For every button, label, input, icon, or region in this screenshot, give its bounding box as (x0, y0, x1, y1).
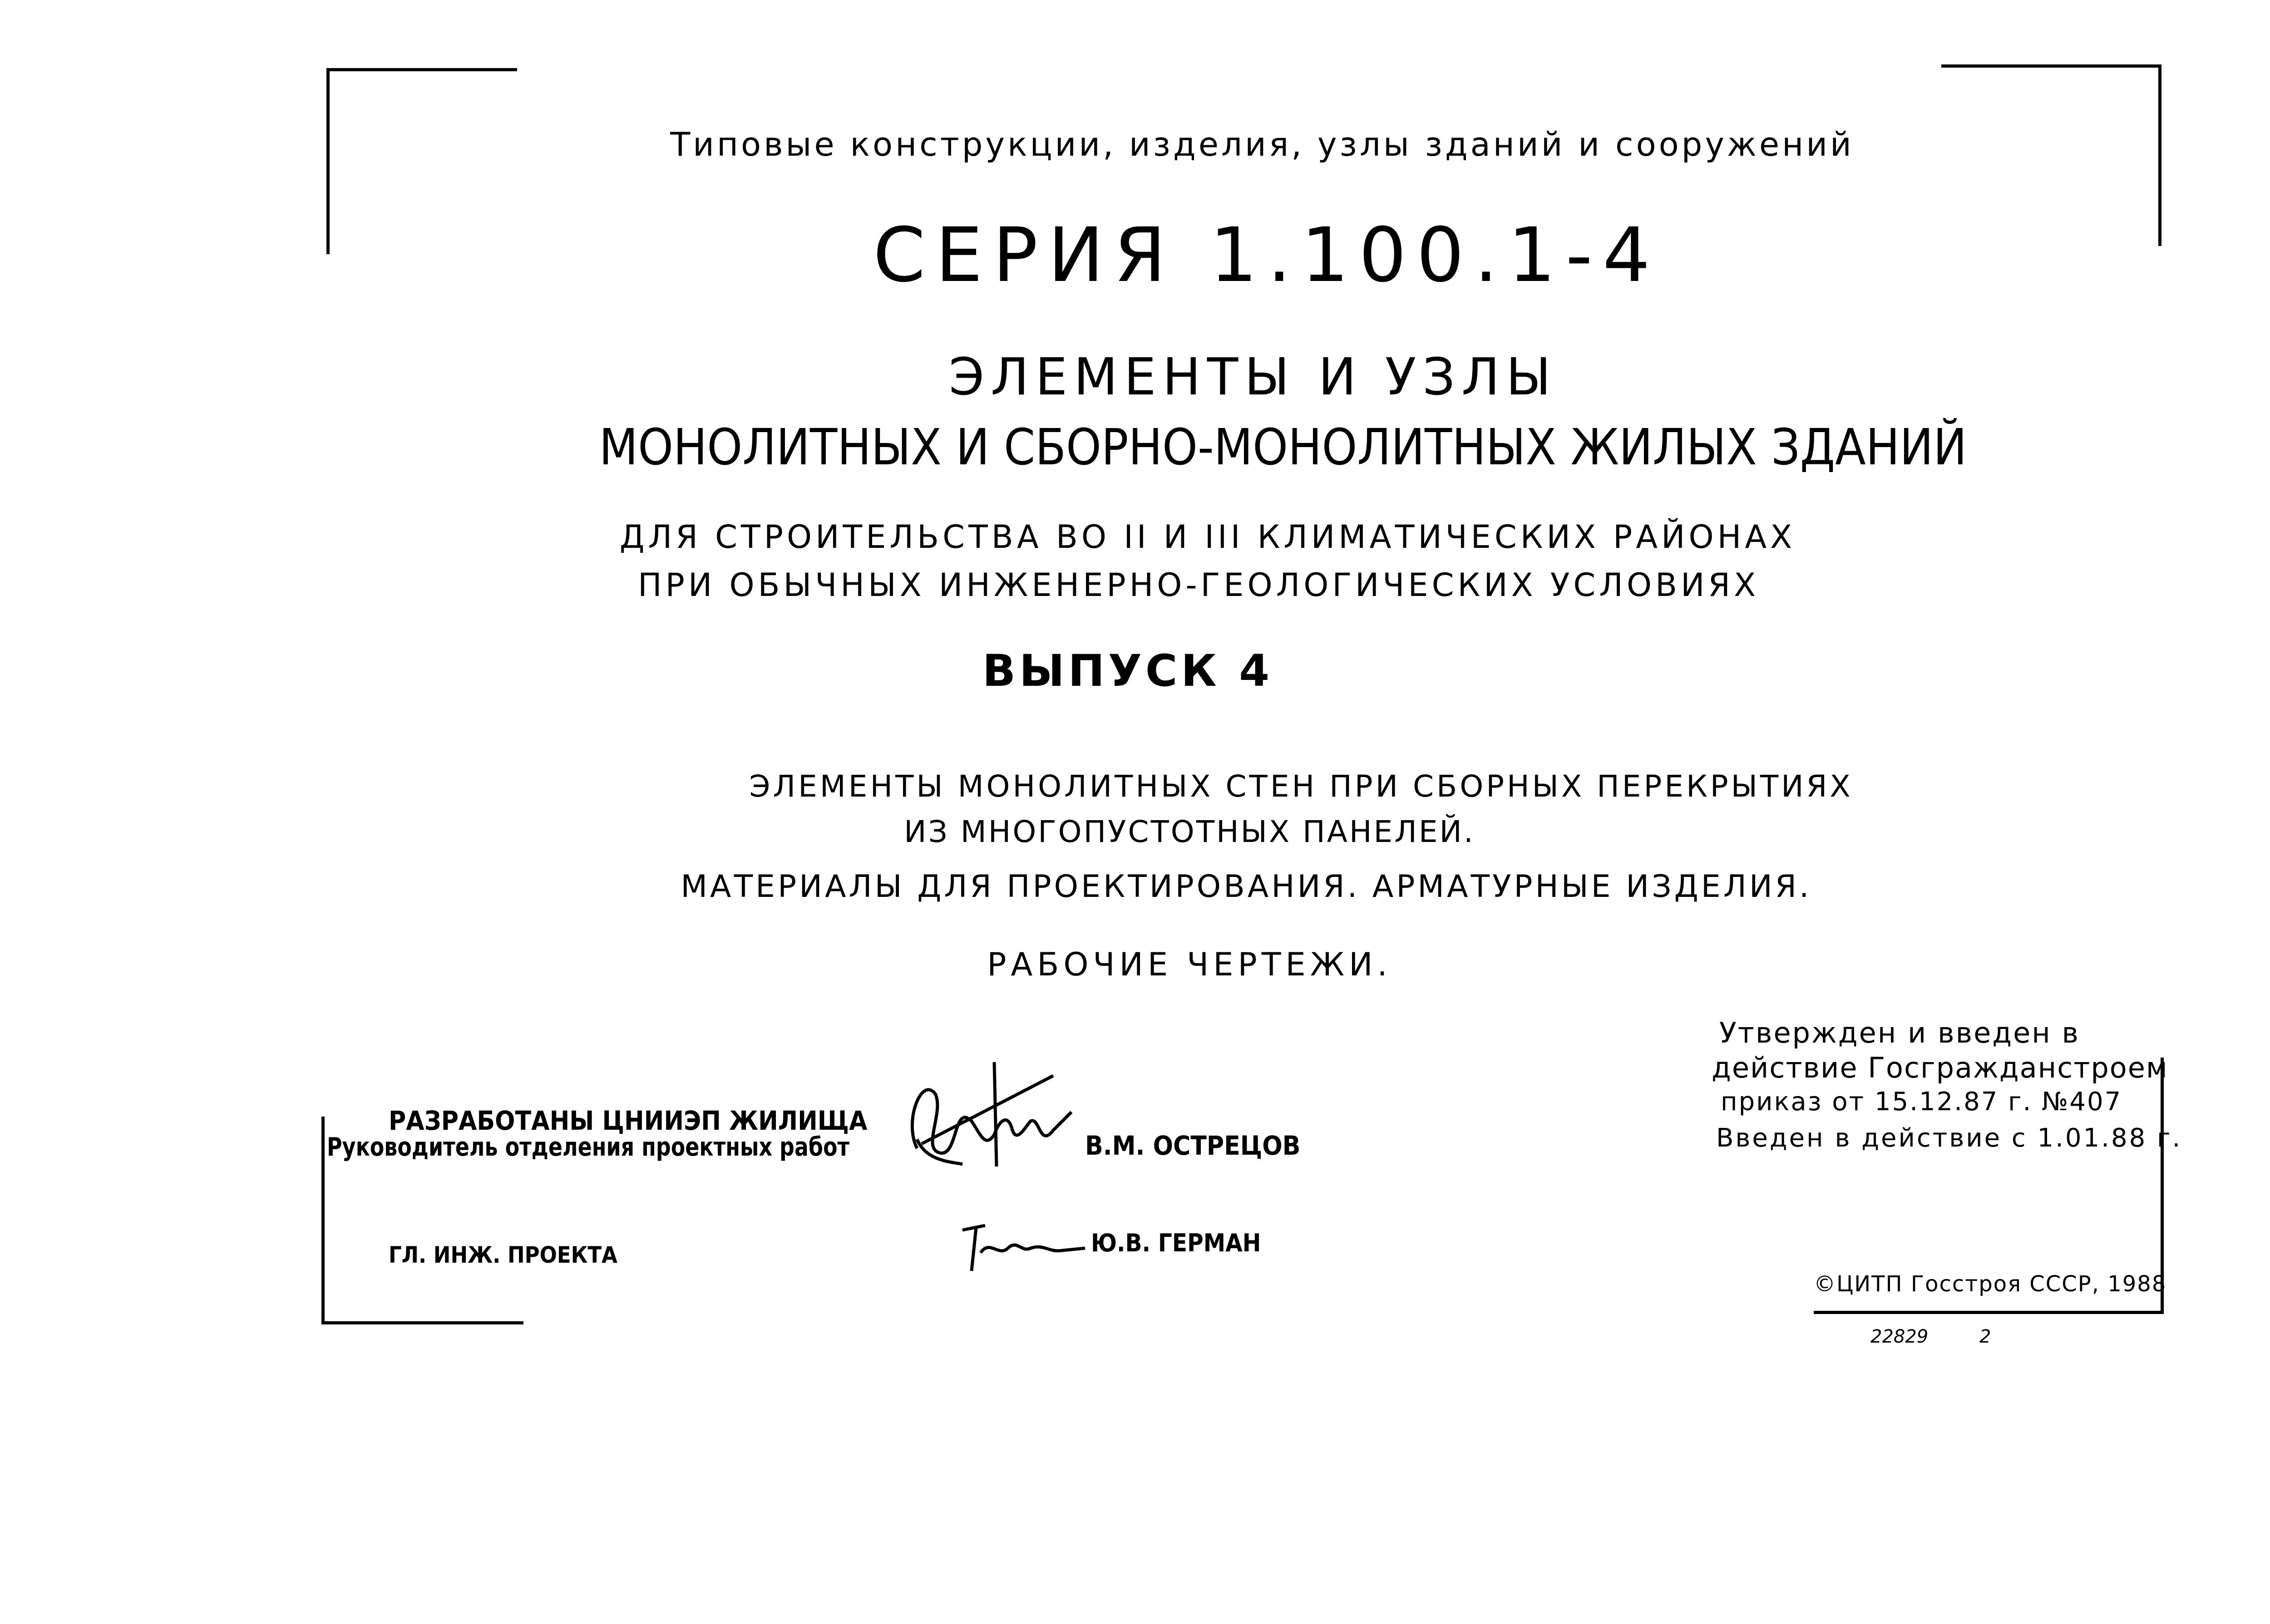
frame-top-left-h (326, 68, 517, 71)
head-name: В.М. ОСТРЕЦОВ (1085, 1130, 1301, 1161)
copyright: ©ЦИТП Госстроя СССР, 1988 (1814, 1271, 2167, 1297)
issue-description-4: РАБОЧИЕ ЧЕРТЕЖИ. (987, 946, 1392, 983)
approval-line-1: Утвержден и введен в (1719, 1016, 2080, 1049)
category-heading: Типовые конструкции, изделия, узлы зданий и сооружений (670, 125, 1854, 163)
chief-role: ГЛ. ИНЖ. ПРОЕКТА (389, 1242, 617, 1268)
title-line-3: ДЛЯ СТРОИТЕЛЬСТВА ВО II И III КЛИМАТИЧЕСКИХ РАЙОНАХ (619, 518, 1796, 556)
title-line-2: МОНОЛИТНЫХ И СБОРНО-МОНОЛИТНЫХ ЖИЛЫХ ЗДАНИЙ (599, 418, 1967, 476)
issue-description-1: ЭЛЕМЕНТЫ МОНОЛИТНЫХ СТЕН ПРИ СБОРНЫХ ПЕРЕКРЫТИЯХ (749, 769, 1853, 804)
title-line-1: ЭЛЕМЕНТЫ И УЗЛЫ (948, 348, 1558, 407)
chief-name: Ю.В. ГЕРМАН (1091, 1229, 1261, 1257)
head-role: Руководитель отделения проектных работ (327, 1132, 850, 1162)
signature-german (958, 1221, 1090, 1275)
title-line-4: ПРИ ОБЫЧНЫХ ИНЖЕНЕРНО-ГЕОЛОГИЧЕСКИХ УСЛОВИЯХ (637, 566, 1760, 604)
frame-bottom-left-v (321, 1117, 325, 1324)
frame-bottom-left-h (321, 1321, 523, 1324)
frame-top-right-h (1941, 64, 2161, 68)
frame-top-right-v (2158, 64, 2161, 246)
signature-ostretsov (903, 1058, 1103, 1171)
issue-description-3: МАТЕРИАЛЫ ДЛЯ ПРОЕКТИРОВАНИЯ. АРМАТУРНЫЕ ИЗДЕЛИЯ. (681, 869, 1812, 905)
approval-line-2: действие Госгражданстроем (1712, 1051, 2168, 1084)
issue-description-2: ИЗ МНОГОПУСТОТНЫХ ПАНЕЛЕЙ. (904, 814, 1475, 849)
approval-line-3: приказ от 15.12.87 г. №407 (1721, 1087, 2122, 1117)
series-title: СЕРИЯ 1.100.1-4 (873, 212, 1660, 299)
page-number: 2 (1979, 1326, 1991, 1347)
frame-top-left-v (326, 68, 330, 254)
approval-line-4: Введен в действие с 1.01.88 г. (1716, 1123, 2182, 1153)
order-number: 22829 (1870, 1326, 1929, 1347)
frame-bottom-right-h (1814, 1311, 2164, 1314)
issue-label: ВЫПУСК 4 (982, 645, 1273, 696)
developed-by: РАЗРАБОТАНЫ ЦНИИЭП ЖИЛИЩА (389, 1105, 868, 1136)
